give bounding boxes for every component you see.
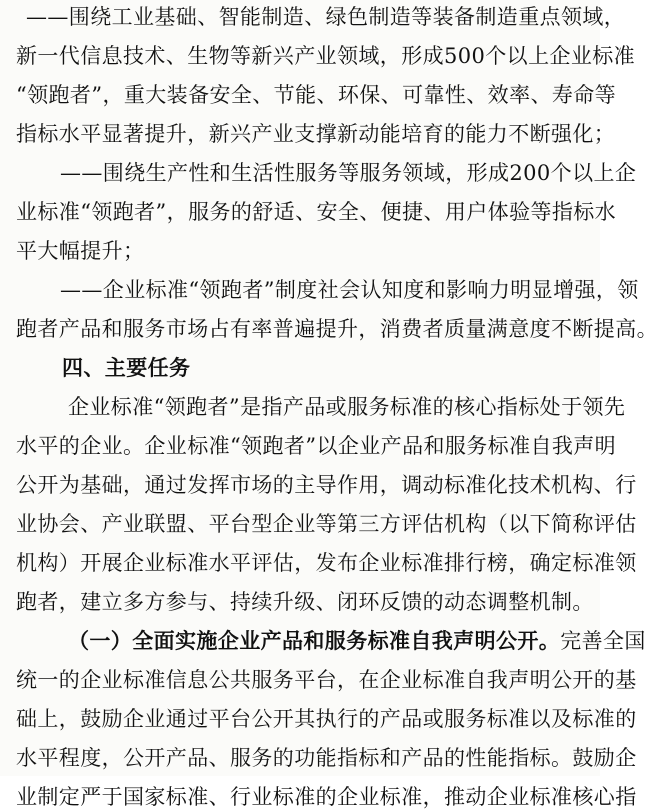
paragraph-4-line-3: 公开为基础，通过发挥市场的主导作用，调动标准化技术机构、行 bbox=[16, 473, 637, 497]
paragraph-1-line-2: 新一代信息技术、生物等新兴产业领域，形成500个以上企业标准 bbox=[16, 44, 636, 68]
paragraph-1-line-3: “领跑者”，重大装备安全、节能、环保、可靠性、效率、寿命等 bbox=[16, 83, 617, 107]
paragraph-4-line-1: 企业标准“领跑者”是指产品或服务标准的核心指标处于领先 bbox=[68, 395, 626, 419]
paragraph-5-line-2: 统一的企业标准信息公共服务平台，在企业标准自我声明公开的基 bbox=[16, 668, 637, 692]
paragraph-4-line-4: 业协会、产业联盟、平台型企业等第三方评估机构（以下简称评估 bbox=[16, 512, 637, 536]
paragraph-2-line-2: 业标准“领跑者”，服务的舒适、安全、便捷、用户体验等指标水 bbox=[16, 200, 617, 224]
paragraph-5-line-1-rest: 完善全国 bbox=[560, 629, 646, 653]
paragraph-3-line-2: 跑者产品和服务市场占有率普遍提升，消费者质量满意度不断提高。 bbox=[16, 317, 658, 341]
paragraph-2-line-3: 平大幅提升； bbox=[16, 239, 145, 263]
paragraph-5-line-5: 业制定严于国家标准、行业标准的企业标准，推动企业标准核心指 bbox=[16, 785, 637, 809]
paragraph-5-line-3: 础上，鼓励企业通过平台公开其执行的产品或服务标准以及标准的 bbox=[16, 707, 637, 731]
paragraph-1-line-4: 指标水平显著提升，新兴产业支撑新动能培育的能力不断强化； bbox=[16, 122, 616, 146]
subsection-title: （一）全面实施企业产品和服务标准自我声明公开。 bbox=[68, 628, 561, 653]
paragraph-4-line-6: 跑者，建立多方参与、持续升级、闭环反馈的动态调整机制。 bbox=[16, 590, 594, 614]
paragraph-5-line-1 bbox=[68, 626, 668, 656]
paragraph-5-line-4: 水平程度，公开产品、服务的功能指标和产品的性能指标。鼓励企 bbox=[16, 746, 637, 770]
paragraph-4-line-5: 机构）开展企业标准水平评估，发布企业标准排行榜，确定标准领 bbox=[16, 551, 637, 575]
paragraph-4-line-2: 水平的企业。企业标准“领跑者”以企业产品和服务标准自我声明 bbox=[16, 434, 617, 458]
paragraph-3-line-1: ——企业标准“领跑者”制度社会认知度和影响力明显增强，领 bbox=[60, 278, 639, 302]
section-heading: 四、主要任务 bbox=[62, 356, 191, 380]
paragraph-1-line-1: ——围绕工业基础、智能制造、绿色制造等装备制造重点领域， bbox=[26, 5, 626, 29]
paragraph-2-line-1: ——围绕生产性和生活性服务等服务领域，形成200个以上企 bbox=[60, 161, 637, 185]
